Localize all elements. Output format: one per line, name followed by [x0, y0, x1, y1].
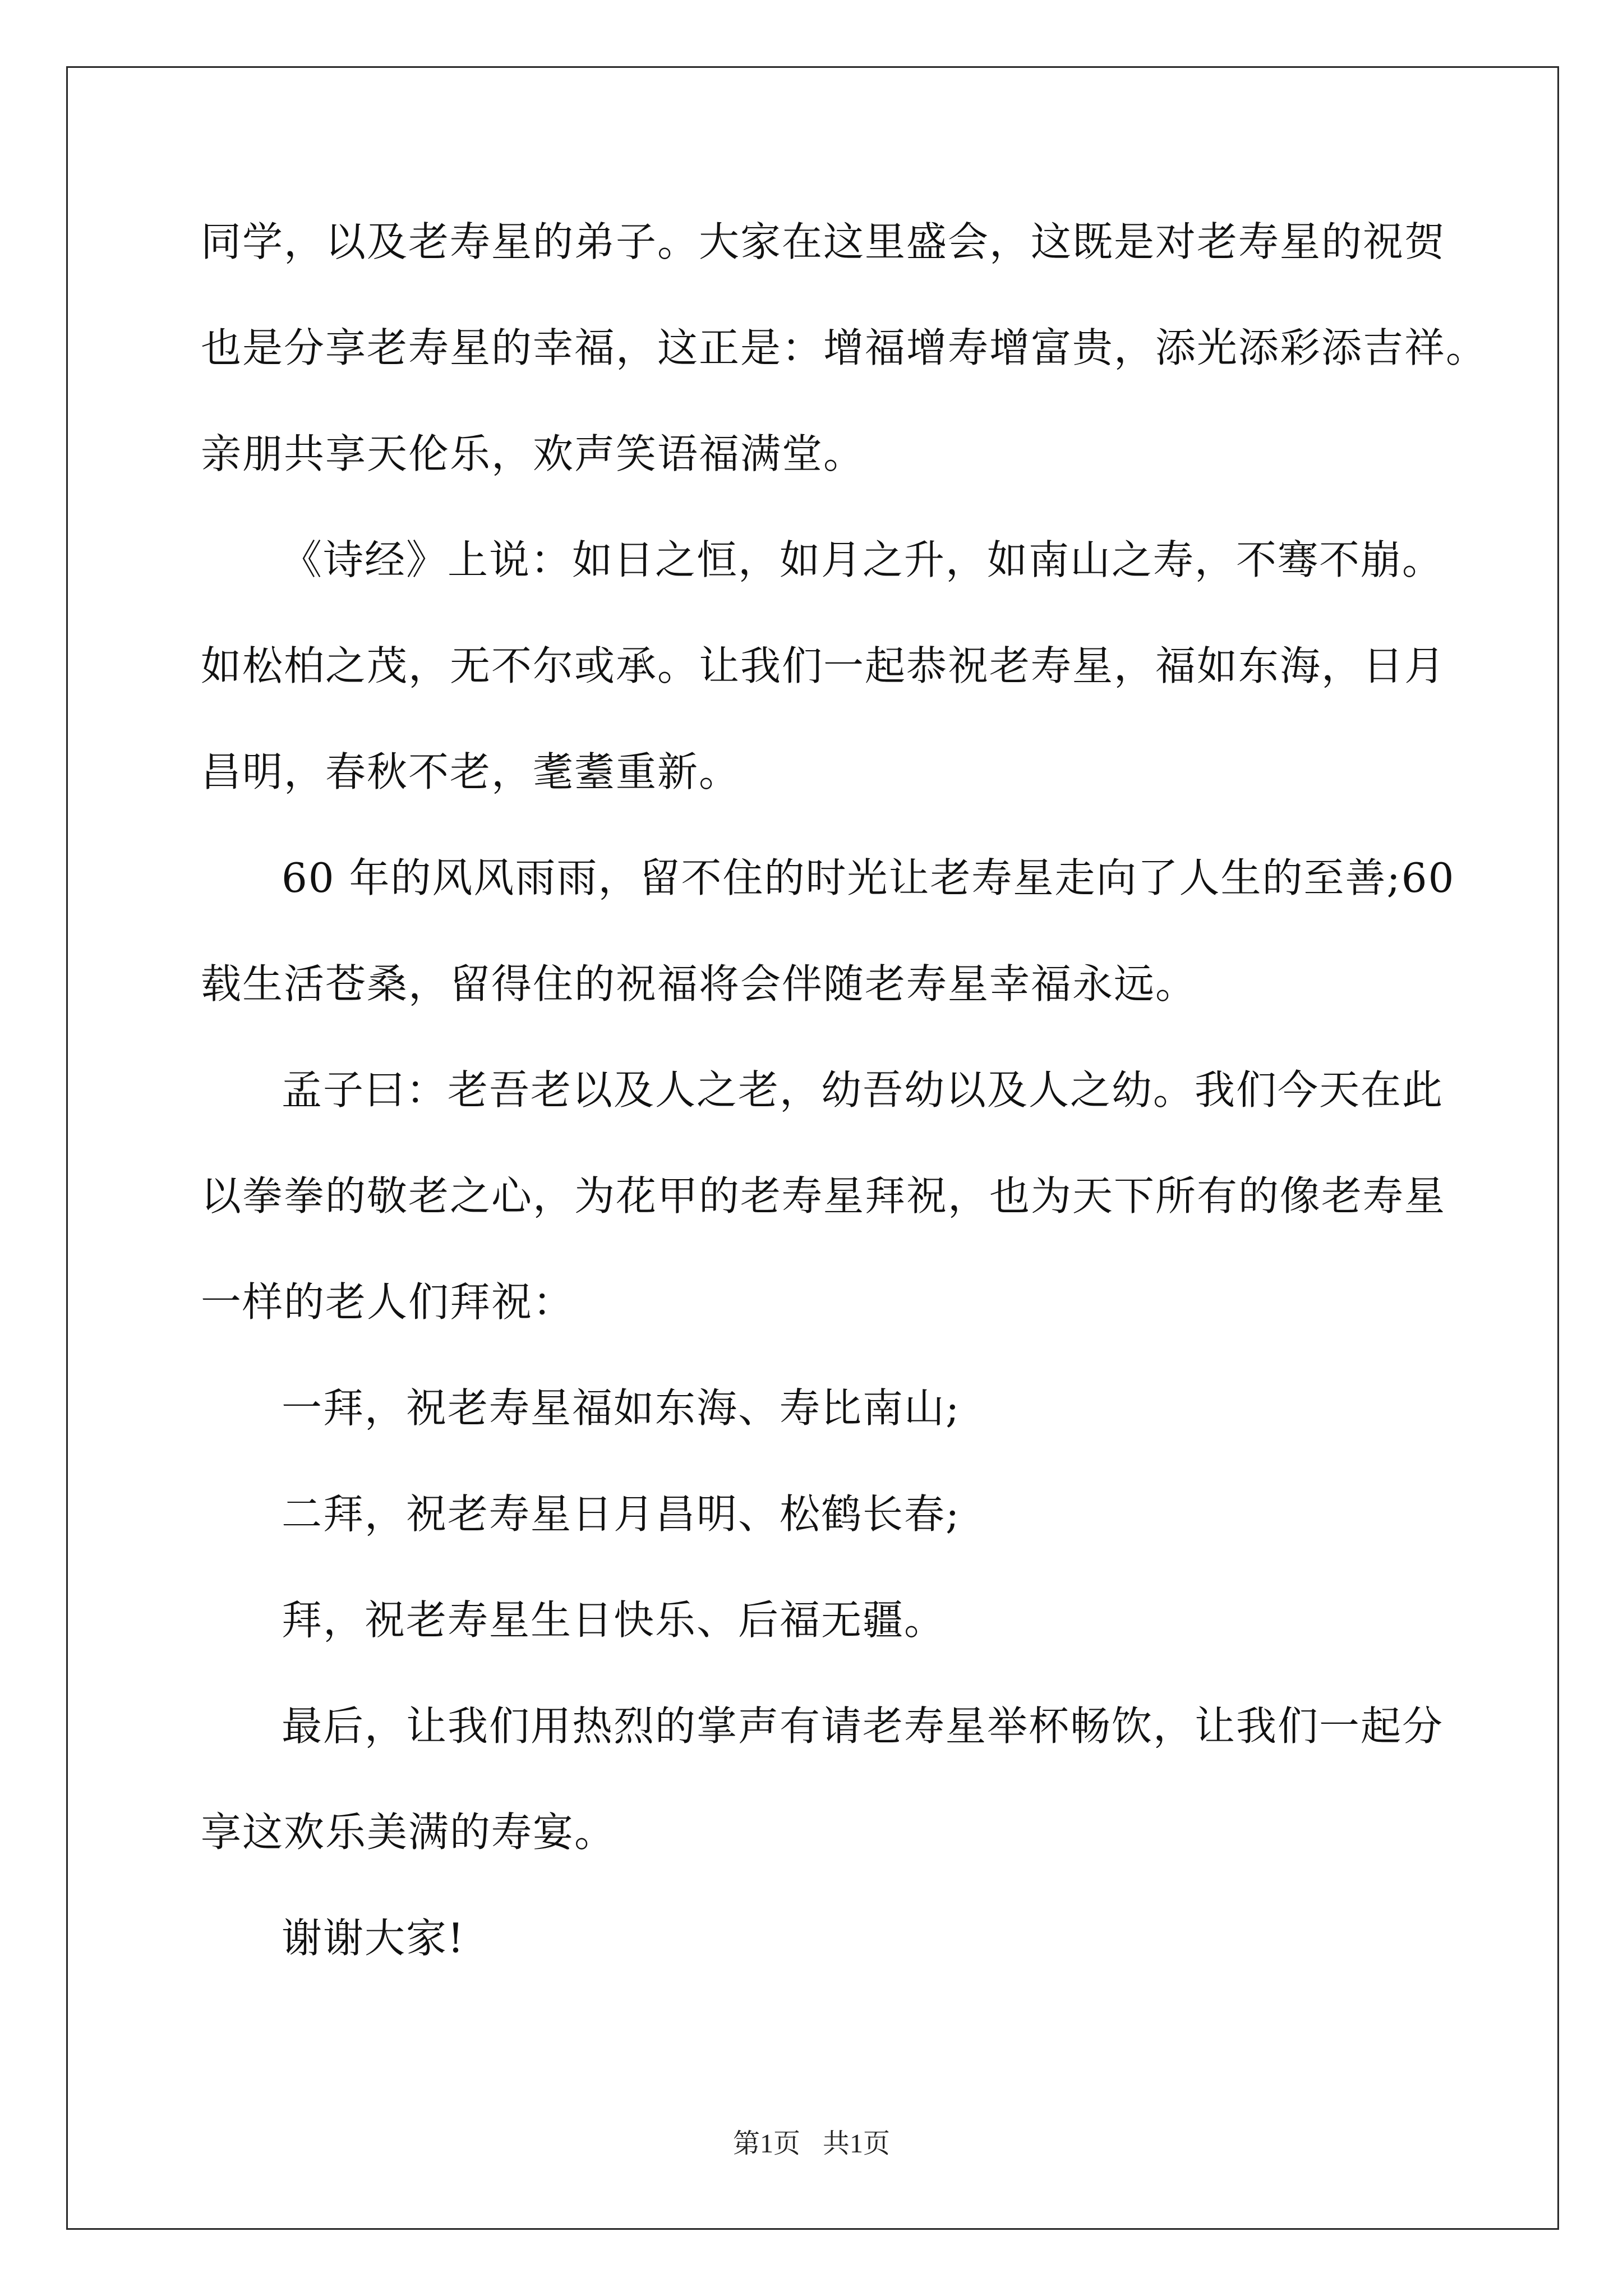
text-line: 载生活苍桑，留得住的祝福将会伴随老寿星幸福永远。 — [201, 960, 1197, 1007]
text-line: 60 年的风风雨雨，留不住的时光让老寿星走向了人生的至善;60 — [282, 854, 1455, 901]
text-line: 《诗经》上说：如日之恒，如月之升，如南山之寿，不骞不崩。 — [282, 536, 1444, 583]
page-footer — [0, 2122, 1623, 2160]
text-line: 亲朋共享天伦乐，欢声笑语福满堂。 — [201, 430, 865, 477]
text-line: 如松柏之茂，无不尔或承。让我们一起恭祝老寿星，福如东海，日月 — [201, 642, 1446, 689]
text-line: 一样的老人们拜祝： — [201, 1278, 575, 1326]
text-line: 也是分享老寿星的幸福，这正是：增福增寿增富贵，添光添彩添吉祥。 — [201, 324, 1488, 371]
text-line: 同学，以及老寿星的弟子。大家在这里盛会，这既是对老寿星的祝贺 — [201, 218, 1446, 265]
text-line: 孟子曰：老吾老以及人之老，幼吾幼以及人之幼。我们今天在此 — [282, 1066, 1444, 1114]
text-line: 最后，让我们用热烈的掌声有请老寿星举杯畅饮，让我们一起分 — [282, 1703, 1444, 1750]
page-total: 共1页 — [823, 2129, 891, 2159]
text-line: 一拜，祝老寿星福如东海、寿比南山; — [282, 1384, 961, 1432]
text-line: 二拜，祝老寿星日月昌明、松鹤长春; — [282, 1490, 961, 1538]
page-number: 第1页 — [732, 2129, 800, 2159]
text-line: 拜，祝老寿星生日快乐、后福无疆。 — [282, 1596, 946, 1644]
page-border — [66, 66, 1559, 2230]
text-line: 以拳拳的敬老之心，为花甲的老寿星拜祝，也为天下所有的像老寿星 — [201, 1172, 1446, 1220]
text-line: 谢谢大家! — [282, 1915, 465, 1962]
text-line: 享这欢乐美满的寿宴。 — [201, 1809, 616, 1856]
text-line: 昌明，春秋不老，耄耋重新。 — [201, 748, 741, 795]
